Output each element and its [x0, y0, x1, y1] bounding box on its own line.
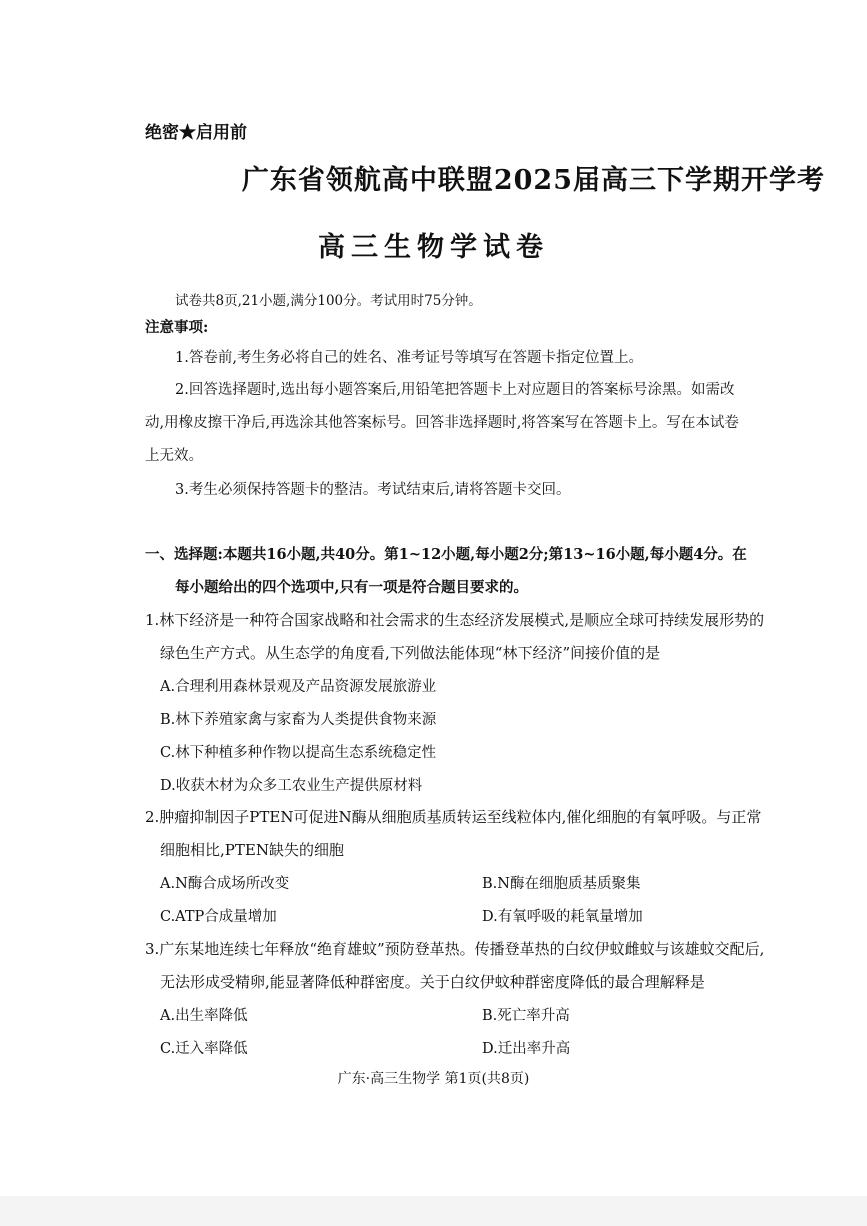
scan-bottom-band — [0, 1196, 867, 1226]
notice-item-2-line-2: 动,用橡皮擦干净后,再选涂其他答案标号。回答非选择题时,将答案写在答题卡上。写在本试卷 — [145, 415, 739, 431]
exam-info: 试卷共8页,21小题,满分100分。考试用时75分钟。 — [175, 293, 482, 309]
section-1-heading-line-1: 一、选择题:本题共16小题,共40分。第1~12小题,每小题2分;第13~16小题,每小题4分。在 — [145, 546, 747, 563]
question-3-option-c: C.迁入率降低 — [160, 1041, 248, 1057]
notice-item-3: 3.考生必须保持答题卡的整洁。考试结束后,请将答题卡交回。 — [175, 482, 571, 498]
question-1-option-a: A.合理利用森林景观及产品资源发展旅游业 — [160, 679, 437, 695]
question-3-stem-line-1: 3.广东某地连续七年释放“绝育雄蚊”预防登革热。传播登革热的白纹伊蚊雌蚊与该雄蚊交配后, — [145, 940, 765, 958]
question-1-option-c: C.林下种植多种作物以提高生态系统稳定性 — [160, 745, 437, 761]
question-2-option-c: C.ATP合成量增加 — [160, 909, 277, 925]
notice-heading: 注意事项: — [145, 319, 209, 336]
question-2-stem-line-2: 细胞相比,PTEN缺失的细胞 — [160, 841, 344, 859]
section-1-heading-line-2: 每小题给出的四个选项中,只有一项是符合题目要求的。 — [175, 579, 529, 596]
question-2-option-b: B.N酶在细胞质基质聚集 — [482, 876, 641, 892]
exam-title: 广东省领航高中联盟2025届高三下学期开学考 — [241, 165, 825, 196]
question-1-option-b: B.林下养殖家禽与家畜为人类提供食物来源 — [160, 712, 437, 728]
question-3-option-d: D.迁出率升高 — [482, 1041, 571, 1057]
question-3-option-a: A.出生率降低 — [160, 1008, 248, 1024]
question-2-stem-line-1: 2.肿瘤抑制因子PTEN可促进N酶从细胞质基质转运至线粒体内,催化细胞的有氧呼吸。与正常 — [145, 808, 762, 826]
page-footer: 广东·高三生物学 第1页(共8页) — [337, 1071, 530, 1087]
notice-item-2-line-3: 上无效。 — [145, 448, 203, 464]
question-2-option-d: D.有氧呼吸的耗氧量增加 — [482, 909, 643, 925]
question-1-stem-line-1: 1.林下经济是一种符合国家战略和社会需求的生态经济发展模式,是顺应全球可持续发展形势的 — [145, 611, 765, 629]
secret-mark: 绝密★启用前 — [145, 123, 247, 143]
question-2-option-a: A.N酶合成场所改变 — [160, 876, 290, 892]
question-1-option-d: D.收获木材为众多工农业生产提供原材料 — [160, 778, 423, 794]
notice-item-1: 1.答卷前,考生务必将自己的姓名、准考证号等填写在答题卡指定位置上。 — [175, 350, 643, 366]
exam-subtitle: 高三生物学试卷 — [318, 232, 549, 263]
question-3-stem-line-2: 无法形成受精卵,能显著降低种群密度。关于白纹伊蚊种群密度降低的最合理解释是 — [160, 973, 705, 991]
question-3-option-b: B.死亡率升高 — [482, 1008, 570, 1024]
notice-item-2-line-1: 2.回答选择题时,选出每小题答案后,用铅笔把答题卡上对应题目的答案标号涂黑。如需改 — [175, 382, 735, 398]
question-1-stem-line-2: 绿色生产方式。从生态学的角度看,下列做法能体现“林下经济”间接价值的是 — [160, 644, 661, 662]
